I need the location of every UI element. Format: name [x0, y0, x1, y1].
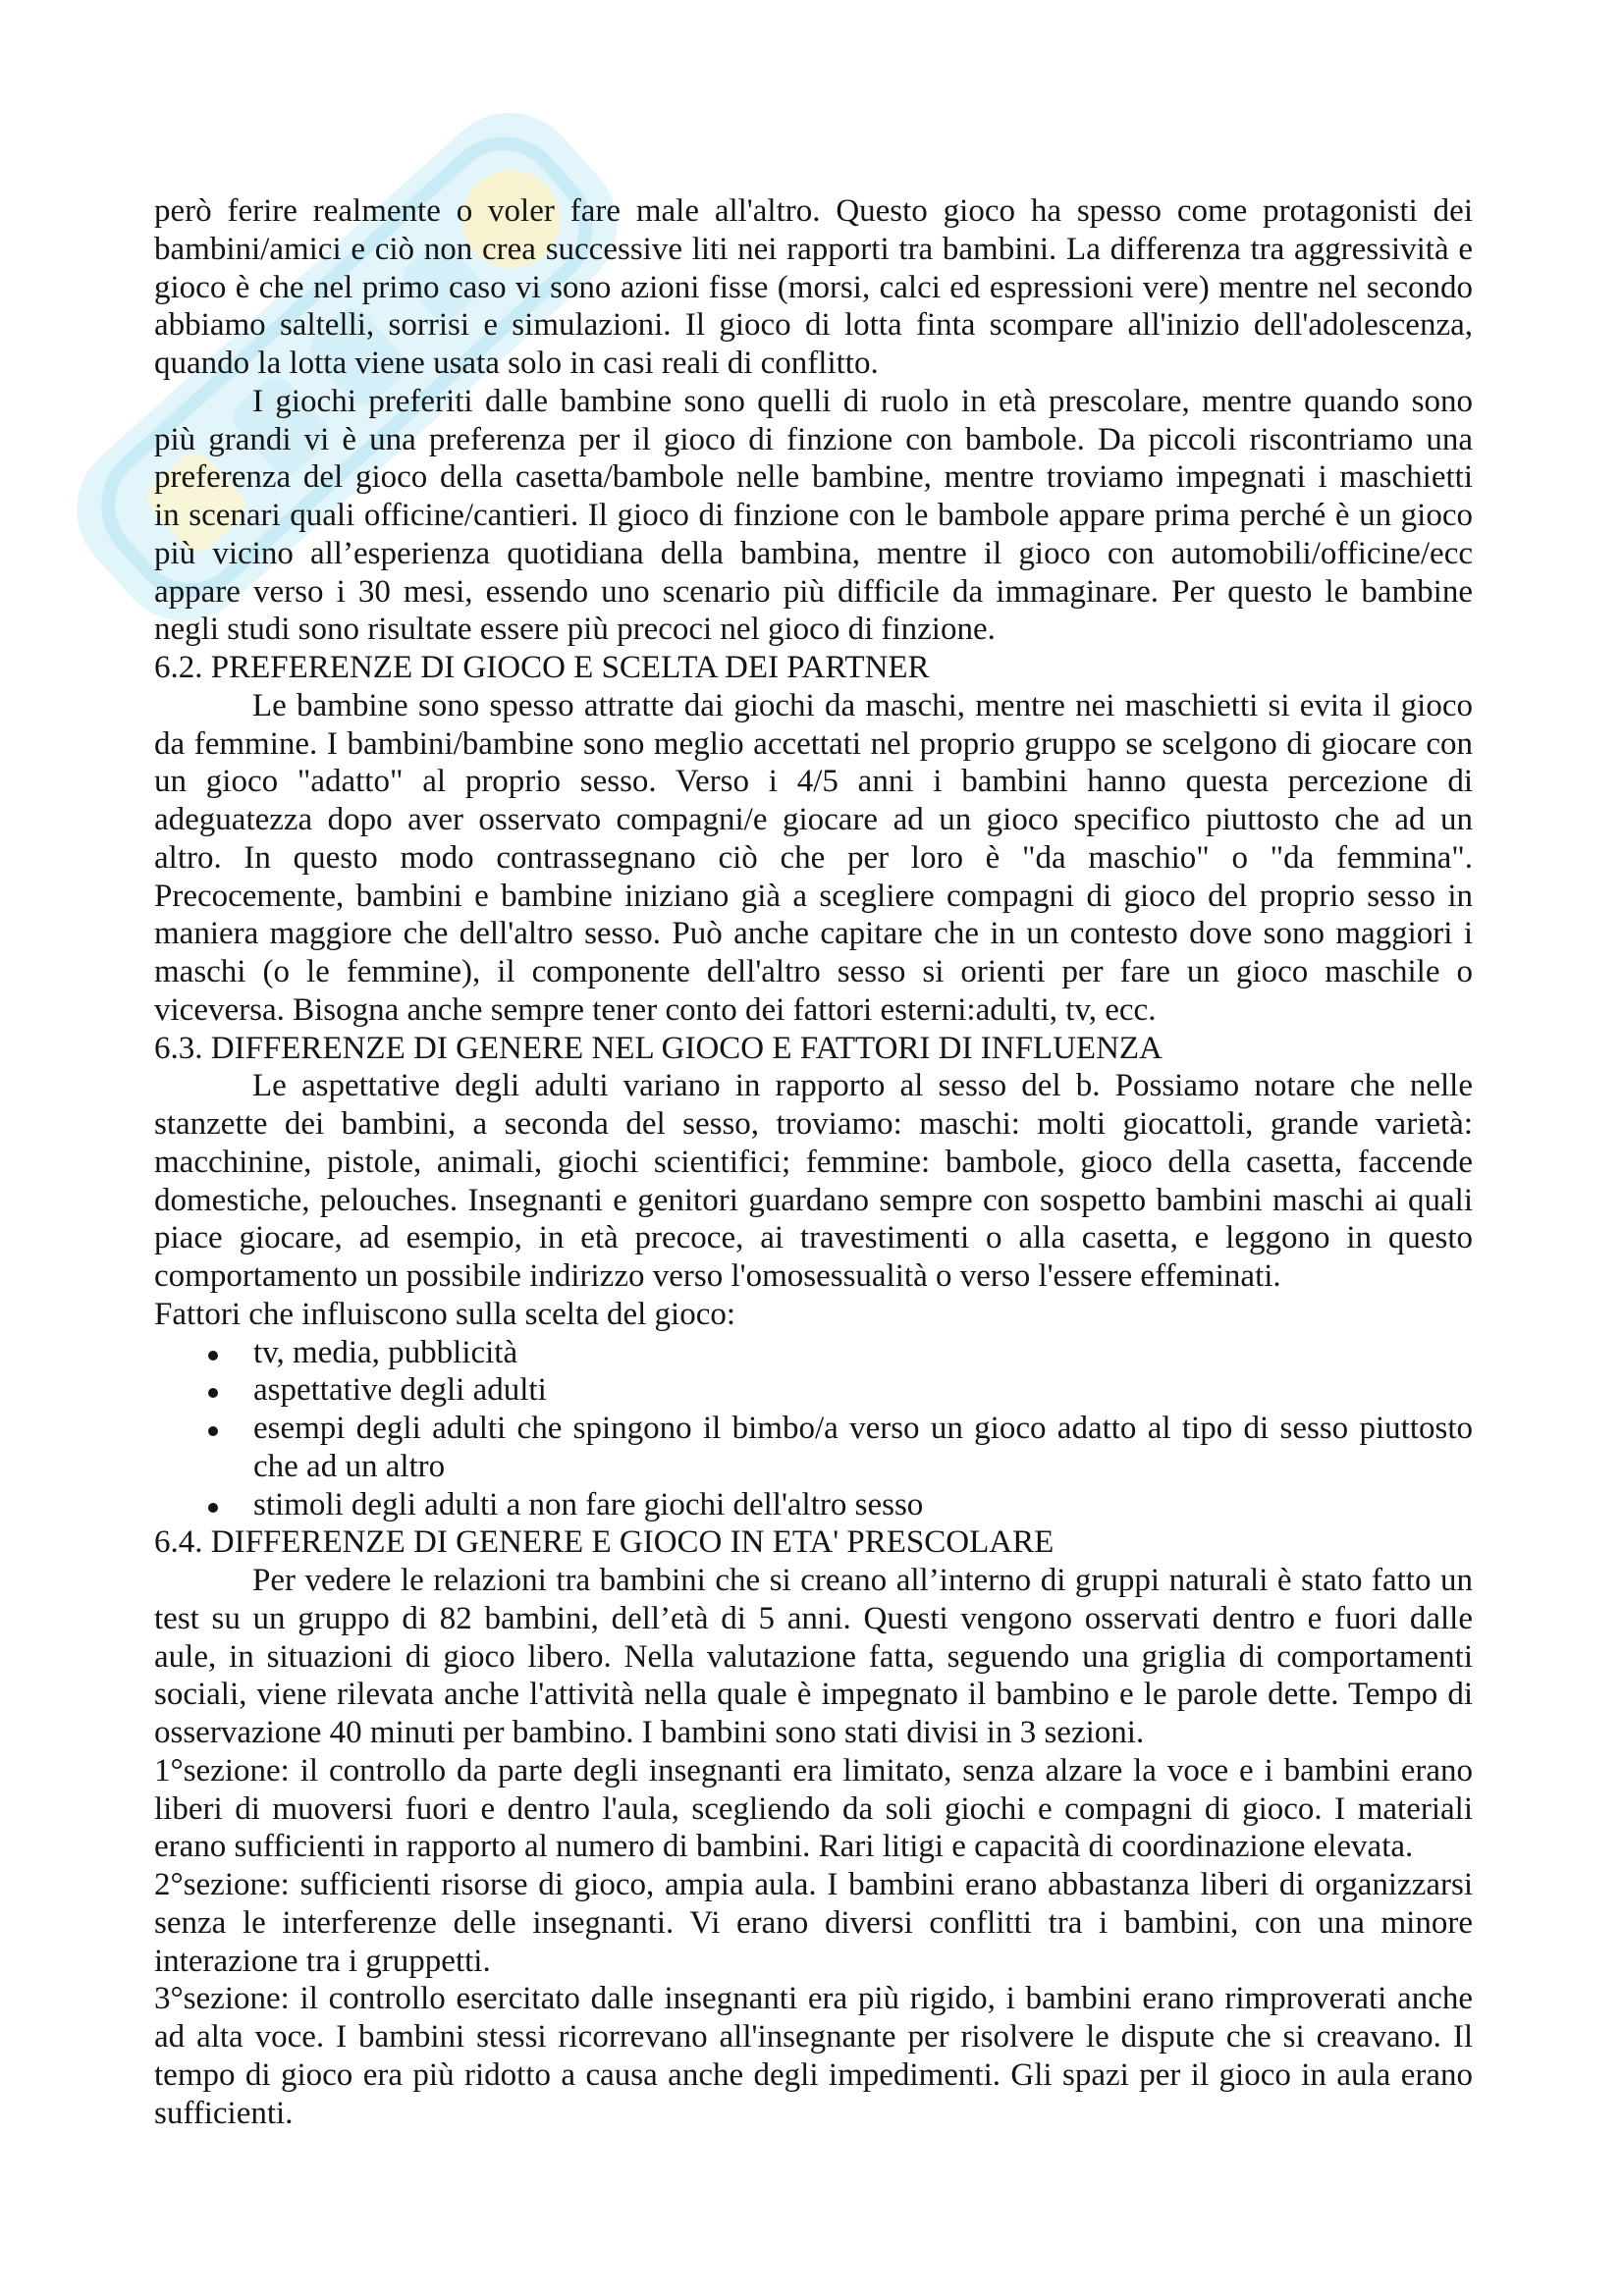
paragraph-partner: [154, 687, 1473, 1030]
document-body: [154, 192, 1473, 2132]
text-line: gioco è che nel primo caso vi sono azioni fisse (morsi, calci ed espressioni vere) mentre nel secondo: [154, 269, 1473, 305]
text-line: Precocemente, bambini e bambine iniziano già a scegliere compagni di gioco del proprio sesso in: [154, 878, 1473, 914]
text-line: sufficienti.: [154, 2095, 294, 2131]
text-line: maschi (o le femmine), il componente dell'altro sesso si orienti per fare un gioco maschile o: [154, 954, 1473, 989]
text-line: altro. In questo modo contrassegnano ciò che per loro è "da maschio" o "da femmina".: [154, 839, 1473, 876]
list-item-text: che ad un altro: [253, 1448, 446, 1484]
list-item: [154, 1371, 1473, 1410]
paragraph-expectations: [154, 1067, 1473, 1296]
text-line: macchinine, pistole, animali, giochi scientifici; femmine: bambole, gioco della casetta, faccende: [154, 1144, 1473, 1180]
text-line: senza le interferenze delle insegnanti. Vi erano diversi conflitti tra i bambini, con una minore: [154, 1904, 1473, 1941]
text-line: Per vedere le relazioni tra bambini che si creano all’interno di gruppi naturali è stato fatto un: [252, 1563, 1473, 1598]
text-line: liberi di muoversi fuori e dentro l'aula, scegliendo da soli giochi e compagni di gioco. I materiali: [154, 1790, 1473, 1827]
text-line: maniera maggiore che dell'altro sesso. Può anche capitare che in un contesto dove sono maggiori i: [154, 916, 1473, 952]
text-line: 3°sezione: il controllo esercitato dalle insegnanti era più rigido, i bambini erano rimproverati anche: [154, 1981, 1473, 2017]
text-line: tempo di gioco era più ridotto a causa anche degli impedimenti. Gli spazi per il gioco in aula erano: [154, 2056, 1473, 2093]
paragraph-study: [154, 1562, 1473, 1752]
bullet-icon: [208, 1351, 218, 1361]
paragraph-section-1: [154, 1752, 1473, 1866]
bullet-icon: [208, 1426, 218, 1436]
bullet-icon: [208, 1503, 218, 1513]
text-line: domestiche, pelouches. Insegnanti e genitori guardano sempre con sospetto bambini maschi ai quali: [154, 1182, 1473, 1218]
paragraph-preferences: [154, 383, 1473, 649]
list-item: [154, 1334, 1473, 1372]
text-line: test su un gruppo di 82 bambini, dell’età di 5 anni. Questi vengono osservati dentro e fuori dalle: [154, 1600, 1473, 1636]
list-item-text: esempi degli adulti che spingono il bimbo/a verso un gioco adatto al tipo di sesso piuttosto: [253, 1411, 1473, 1446]
factors-list: [154, 1334, 1473, 1524]
text-line: aule, in situazioni di gioco libero. Nella valutazione fatta, seguendo una griglia di comportamenti: [154, 1638, 1473, 1675]
text-line: bambini/amici e ciò non crea successive liti nei rapporti tra bambini. La differenza tra aggressività e: [154, 231, 1473, 267]
section-heading-6-3: 6.3. DIFFERENZE DI GENERE NEL GIOCO E FATTORI DI INFLUENZA: [154, 1030, 1163, 1066]
section-heading-6-2: 6.2. PREFERENZE DI GIOCO E SCELTA DEI PARTNER: [154, 650, 930, 685]
text-line: da femmine. I bambini/bambine sono meglio accettati nel proprio gruppo se scelgono di giocare con: [154, 725, 1473, 762]
text-line: Le bambine sono spesso attratte dai giochi da maschi, mentre nei maschietti si evita il gioco: [252, 687, 1473, 723]
list-item-text: aspettative degli adulti: [253, 1372, 547, 1409]
list-item-text: stimoli degli adulti a non fare giochi dell'altro sesso: [253, 1486, 924, 1522]
text-line: un gioco "adatto" al proprio sesso. Verso i 4/5 anni i bambini hanno questa percezione di: [154, 764, 1473, 800]
text-line: viceversa. Bisogna anche sempre tener conto dei fattori esterni:adulti, tv, ecc.: [154, 991, 1157, 1028]
paragraph-section-3: [154, 1980, 1473, 2132]
text-line: però ferire realmente o voler fare male all'altro. Questo gioco ha spesso come protagonisti dei: [154, 193, 1473, 229]
list-item: [154, 1410, 1473, 1486]
text-line: preferenza del gioco della casetta/bambole nelle bambine, mentre troviamo impegnati i maschietti: [154, 459, 1473, 496]
text-line: comportamento un possibile indirizzo verso l'omosessualità o verso l'essere effeminati.: [154, 1258, 1281, 1294]
text-line: stanzette dei bambini, a seconda del sesso, troviamo: maschi: molti giocattoli, grande varietà:: [154, 1106, 1473, 1142]
text-line: 2°sezione: sufficienti risorse di gioco, ampia aula. I bambini erano abbastanza liberi di organizzarsi: [154, 1867, 1473, 1902]
text-line: più vicino all’esperienza quotidiana della bambina, mentre il gioco con automobili/officine/ecc: [154, 535, 1473, 571]
paragraph-intro: [154, 192, 1473, 383]
list-item: [154, 1486, 1473, 1524]
text-line: Le aspettative degli adulti variano in rapporto al sesso del b. Possiamo notare che nelle: [252, 1068, 1473, 1104]
text-line: quando la lotta viene usata solo in casi reali di conflitto.: [154, 346, 879, 381]
text-line: negli studi sono risultate essere più precoci nel gioco di finzione.: [154, 612, 996, 648]
text-line: abbiamo saltelli, sorrisi e simulazioni. Il gioco di lotta finta scompare all'inizio dell'adolescenza,: [154, 307, 1473, 344]
text-line: più grandi vi è una preferenza per il gioco di finzione con bambole. Da piccoli riscontriamo una: [154, 421, 1473, 457]
text-line: 1°sezione: il controllo da parte degli insegnanti era limitato, senza alzare la voce e i bambini erano: [154, 1752, 1473, 1789]
text-line: osservazione 40 minuti per bambino. I bambini sono stati divisi in 3 sezioni.: [154, 1715, 1145, 1750]
text-line: piace giocare, ad esempio, in età precoce, ai travestimenti o alla casetta, e leggono in questo: [154, 1220, 1473, 1256]
paragraph-section-2: [154, 1866, 1473, 1980]
text-line: adeguatezza dopo aver osservato compagni/e giocare ad un gioco specifico piuttosto che ad un: [154, 802, 1473, 837]
text-line: sociali, viene rilevata anche l'attività nella quale è impegnato il bambino e le parole dette. Tempo di: [154, 1677, 1473, 1713]
list-item-text: tv, media, pubblicità: [253, 1334, 518, 1370]
text-line: I giochi preferiti dalle bambine sono quelli di ruolo in età prescolare, mentre quando sono: [252, 383, 1473, 419]
text-line: appare verso i 30 mesi, essendo uno scenario più difficile da immaginare. Per questo le bambine: [154, 573, 1473, 610]
text-line: interazione tra i gruppetti.: [154, 1943, 491, 1979]
section-heading-6-4: 6.4. DIFFERENZE DI GENERE E GIOCO IN ETA' PRESCOLARE: [154, 1524, 1055, 1561]
text-line: ad alta voce. I bambini stessi ricorrevano all'insegnante per risolvere le dispute che si creavano. Il: [154, 2019, 1473, 2055]
text-line: erano sufficienti in rapporto al numero di bambini. Rari litigi e capacità di coordinazione elevata.: [154, 1829, 1414, 1865]
factors-intro: Fattori che influiscono sulla scelta del gioco:: [154, 1296, 736, 1332]
text-line: in scenari quali officine/cantieri. Il gioco di finzione con le bambole appare prima perché è un gioco: [154, 498, 1473, 533]
bullet-icon: [208, 1388, 218, 1398]
